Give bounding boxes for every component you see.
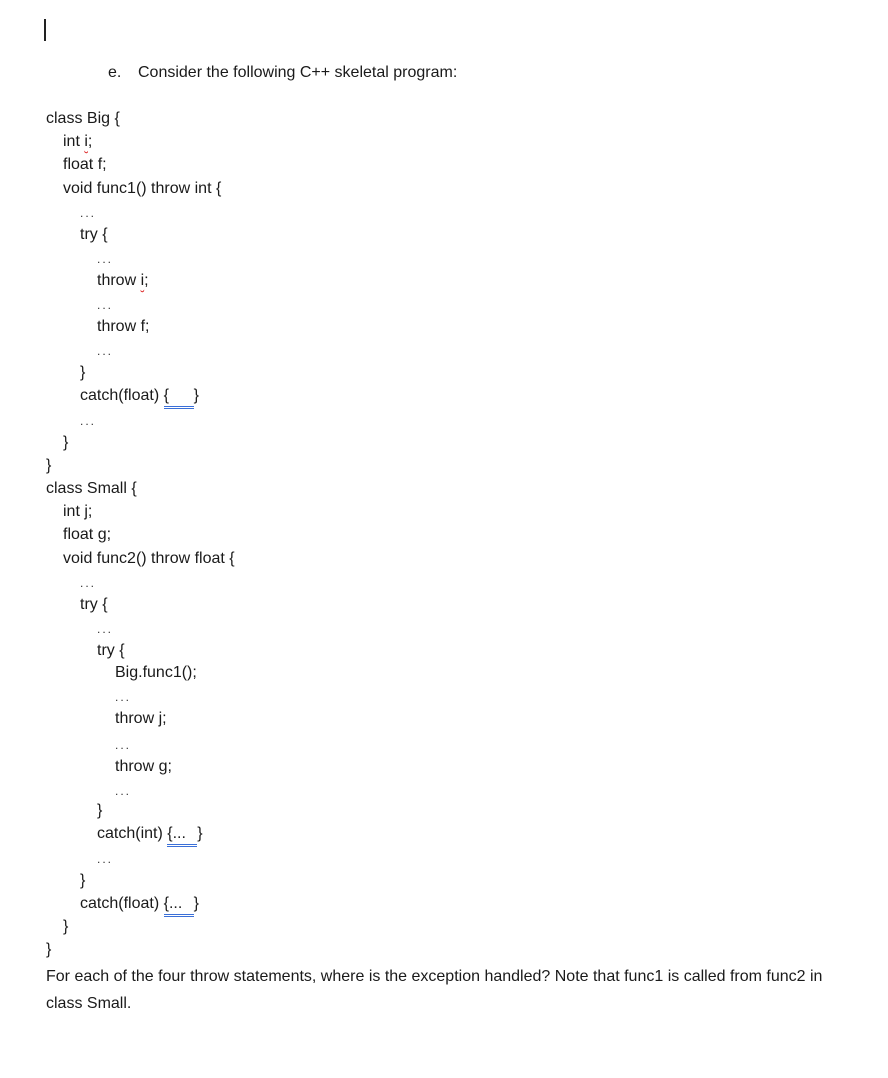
code-text: catch(int) xyxy=(97,825,168,842)
text-cursor xyxy=(44,19,46,41)
code-text: throw xyxy=(97,272,141,289)
question-text: For each of the four throw statements, where is the exception handled? Note that func1 is called from func2 in class Small. xyxy=(46,968,823,1012)
code-line: Big.func1(); xyxy=(115,664,197,681)
code-line: } xyxy=(80,872,86,889)
ellipsis: ... xyxy=(80,206,97,220)
code-line xyxy=(63,132,92,152)
code-line xyxy=(80,386,199,409)
ellipsis: ... xyxy=(80,414,97,428)
code-line xyxy=(97,824,203,847)
ellipsis: ... xyxy=(97,298,114,312)
ellipsis: ... xyxy=(97,344,114,358)
ellipsis: ... xyxy=(97,252,114,266)
heading-text: Consider the following C++ skeletal program: xyxy=(138,64,458,81)
ellipsis: ... xyxy=(97,622,114,636)
code-line: void func2() throw float { xyxy=(63,550,235,567)
code-line: try { xyxy=(80,596,108,613)
code-line: } xyxy=(63,434,69,451)
code-line: int j; xyxy=(63,503,93,520)
code-line: throw f; xyxy=(97,318,150,335)
code-line: float f; xyxy=(63,156,107,173)
code-line xyxy=(97,271,149,291)
code-line: } xyxy=(63,918,69,935)
code-text: ; xyxy=(144,272,149,289)
code-line: } xyxy=(46,941,52,958)
code-line: } xyxy=(97,802,103,819)
ellipsis: ... xyxy=(115,784,132,798)
code-text: catch(float) xyxy=(80,387,164,404)
ellipsis: ... xyxy=(115,738,132,752)
code-line: } xyxy=(80,364,86,381)
code-text: int xyxy=(63,133,85,150)
ellipsis: ... xyxy=(97,852,114,866)
code-line: throw j; xyxy=(115,710,167,727)
code-line: class Big { xyxy=(46,110,120,127)
code-line: float g; xyxy=(63,526,112,543)
code-line: throw g; xyxy=(115,758,172,775)
code-line: } xyxy=(46,457,52,474)
grammar-flag: {... xyxy=(167,824,197,847)
code-line xyxy=(80,894,199,917)
spelling-flag: i xyxy=(84,133,88,150)
code-text: } xyxy=(193,387,199,404)
grammar-flag: {... xyxy=(164,894,194,917)
item-number: e. xyxy=(108,64,122,81)
code-line: try { xyxy=(80,226,108,243)
ellipsis: ... xyxy=(115,690,132,704)
question-heading xyxy=(108,64,457,82)
code-line: try { xyxy=(97,642,125,659)
code-text: } xyxy=(197,825,203,842)
code-text: catch(float) xyxy=(80,895,164,912)
code-text: ; xyxy=(87,133,93,150)
code-line: class Small { xyxy=(46,480,137,497)
ellipsis: ... xyxy=(80,576,97,590)
code-line: void func1() throw int { xyxy=(63,180,222,197)
grammar-flag: { xyxy=(164,386,194,409)
code-text: } xyxy=(193,895,199,912)
spelling-flag: i xyxy=(140,272,145,289)
